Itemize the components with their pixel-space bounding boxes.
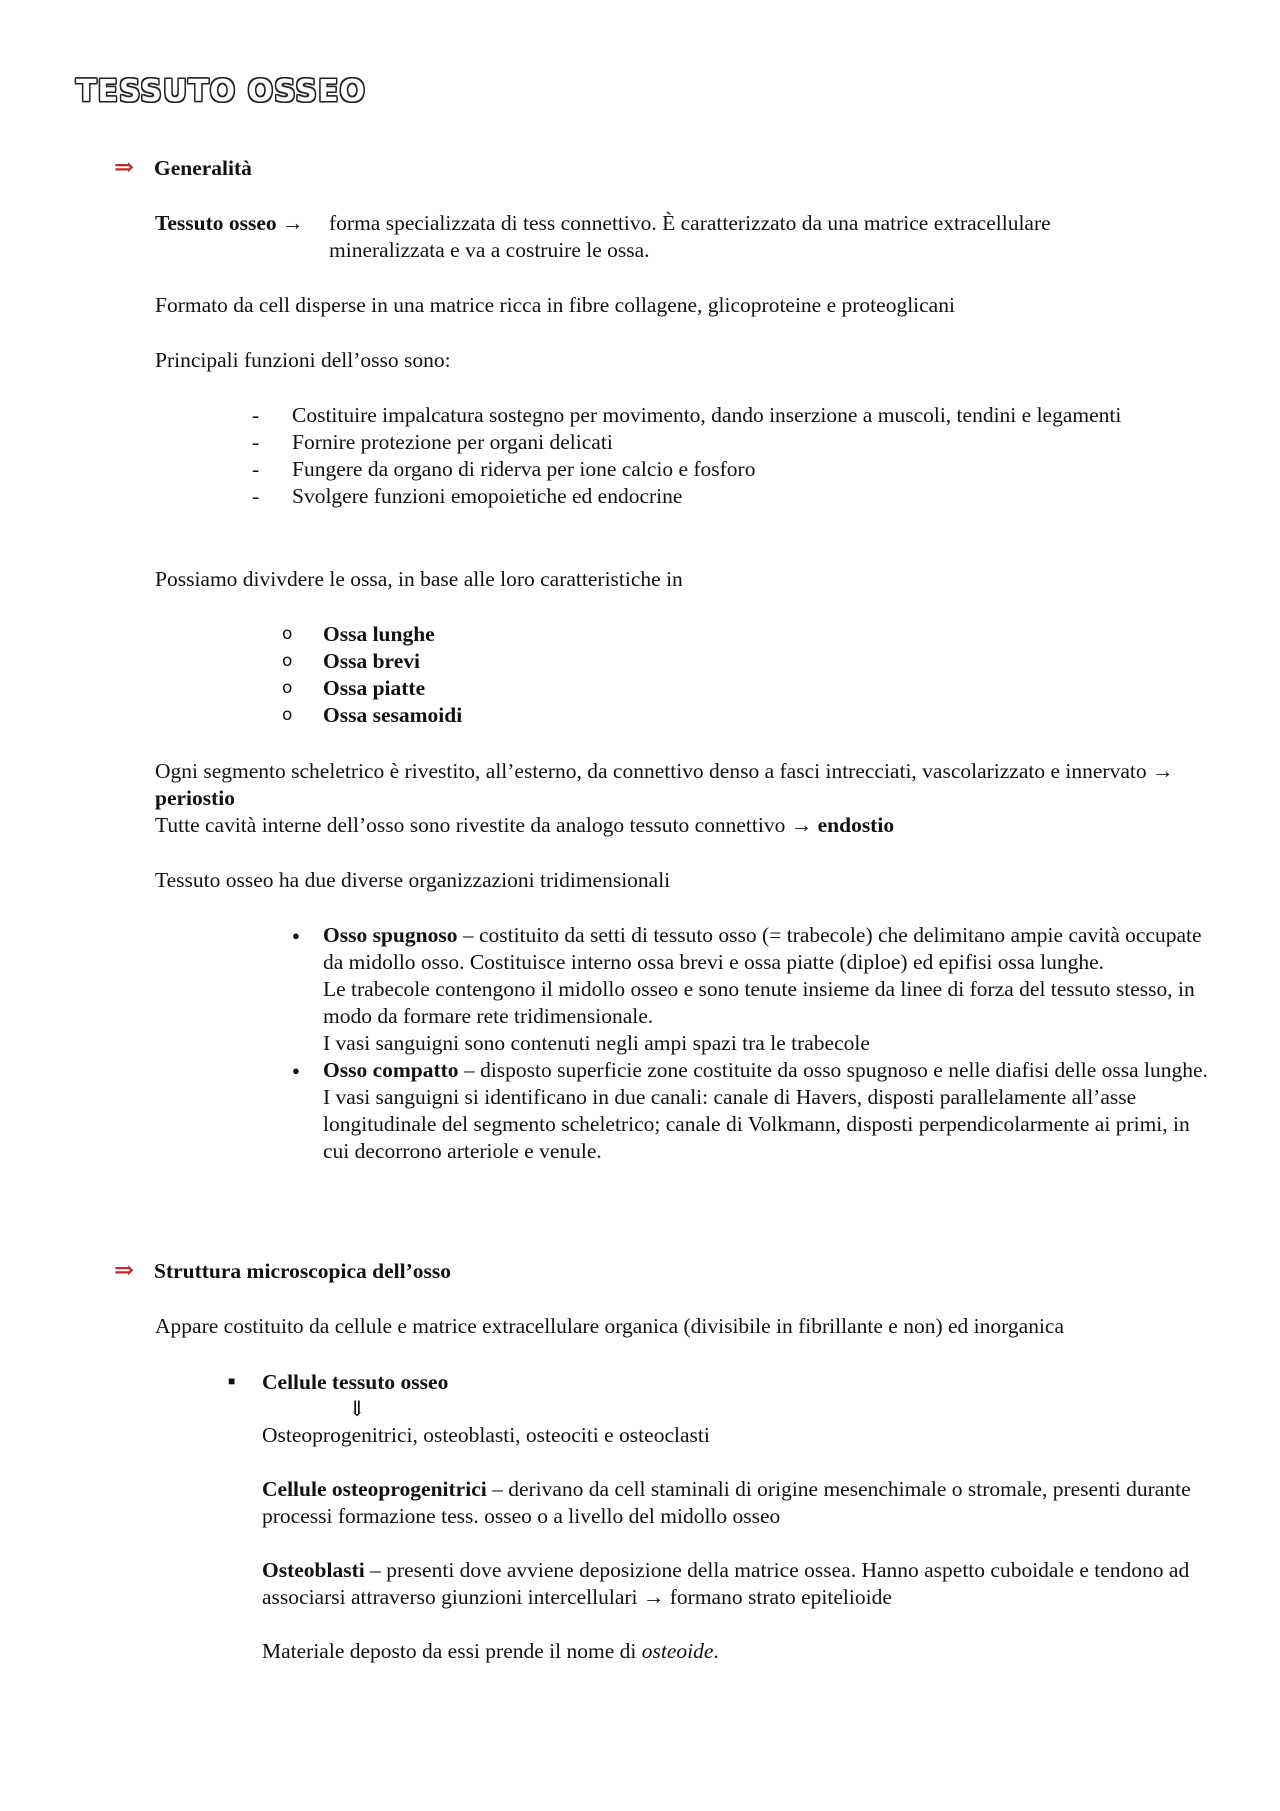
cell-list	[228, 1369, 1222, 1665]
dash-marker: -	[252, 457, 260, 481]
right-arrow-icon: →	[1151, 759, 1174, 783]
list-item: - Fornire protezione per organi delicati	[252, 430, 613, 454]
down-double-arrow-icon: ⇓	[348, 1397, 367, 1421]
right-arrow-icon: →	[282, 211, 304, 235]
list-item: o Ossa sesamoidi	[282, 703, 463, 727]
section-heading-generalita	[114, 155, 252, 182]
osteoide-paragraph: Materiale deposto da essi prende il nome di osteoide.	[262, 1639, 719, 1663]
dash-marker: -	[252, 430, 260, 454]
list-item: o Ossa piatte	[282, 676, 426, 700]
paragraph-organizzazioni: Tessuto osseo ha due diverse organizzazioni tridimensionali	[155, 868, 671, 892]
circle-marker: o	[282, 651, 293, 671]
paragraph-appare: Appare costituito da cellule e matrice extracellulare organica (divisibile in fibrillante e non) ed inorganica	[155, 1314, 1065, 1338]
list-item: - Fungere da organo di riderva per ione calcio e fosforo	[252, 457, 756, 481]
circle-marker: o	[282, 678, 293, 698]
osteoprogenitrici-paragraph: Cellule osteoprogenitrici – derivano da cell staminali di origine mesenchimale o stromale, presenti durante processi formazione tess. osseo o a livello del midollo osseo	[262, 1477, 1191, 1528]
list-item: ■ Cellule tessuto osseo ⇓ Osteoprogenitrici, osteoblasti, osteociti e osteoclasti Cellule osteoprogenitrici – derivano da cell staminali di origine mesenchimale o stromale, presenti durante processi formazione tess. osseo o a livello del midollo osseo Osteoblasti – presenti dove avviene deposizione della matrice ossea. Hanno aspetto cuboidale e tendono ad associarsi attraverso giunzioni intercellulari → formano strato epitelioide Materiale deposto da essi prende il nome di osteoide.	[262, 1369, 1222, 1665]
functions-list	[252, 402, 1172, 510]
bone-organization-list	[292, 922, 1213, 1165]
section-heading-text: Struttura microscopica dell’osso	[154, 1259, 451, 1283]
circle-marker: o	[282, 624, 293, 644]
right-arrow-icon: →	[642, 1585, 665, 1609]
dash-marker: -	[252, 403, 260, 427]
paragraph-endostio: Tutte cavità interne dell’osso sono rivestite da analogo tessuto connettivo → endostio	[155, 813, 895, 837]
disc-marker: ●	[292, 1063, 300, 1078]
dash-marker: -	[252, 484, 260, 508]
list-item: - Costituire impalcatura sostegno per movimento, dando inserzione a muscoli, tendini e legamenti	[252, 403, 1122, 427]
double-right-arrow-icon: ⇒	[114, 155, 135, 181]
list-item: ● Osso spugnoso – costituito da setti di tessuto osso (= trabecole) che delimitano ampie cavità occupate da midollo osso. Costituisce interno ossa brevi e ossa piatte (diploe) ed epifisi ossa lunghe. Le trabecole contengono il midollo osseo e sono tenute insieme da linee di forza del tessuto stesso, in modo da formare rete tridimensionale. I vasi sanguigni sono contenuti negli ampi spazi tra le trabecole	[292, 923, 1202, 1055]
paragraph-formato: Formato da cell disperse in una matrice ricca in fibre collagene, glicoproteine e proteoglicani	[155, 293, 955, 317]
double-right-arrow-icon: ⇒	[114, 1258, 135, 1284]
section-heading-struttura	[114, 1258, 451, 1285]
osteoblasti-paragraph: Osteoblasti – presenti dove avviene deposizione della matrice ossea. Hanno aspetto cuboidale e tendono ad associarsi attraverso giunzioni intercellulari → formano strato epitelioide	[262, 1558, 1190, 1609]
list-item: - Svolgere funzioni emopoietiche ed endocrine	[252, 484, 683, 508]
list-item: ● Osso compatto – disposto superficie zone costituite da osso spugnoso e nelle diafisi delle ossa lunghe. I vasi sanguigni si identificano in due canali: canale di Havers, disposti parallelamente all’asse longitudinale del segmento scheletrico; canale di Volkmann, disposti perpendicolarmente ai primi, in cui decorrono arteriole e venule.	[292, 1058, 1208, 1163]
bone-types-list	[282, 621, 463, 729]
document-title: TESSUTO OSSEO	[76, 74, 366, 109]
list-item: o Ossa brevi	[282, 649, 420, 673]
right-arrow-icon: →	[790, 813, 813, 837]
paragraph-dividere: Possiamo divivdere le ossa, in base alle loro caratteristiche in	[155, 567, 683, 591]
paragraph-periostio: Ogni segmento scheletrico è rivestito, all’esterno, da connettivo denso a fasci intrecciati, vascolarizzato e innervato → periostio	[155, 759, 1174, 810]
definition-text: forma specializzata di tess connettivo. È caratterizzato da una matrice extracellulare mineralizzata e va a costruire le ossa.	[329, 211, 1051, 262]
circle-marker: o	[282, 705, 293, 725]
paragraph-funzioni: Principali funzioni dell’osso sono:	[155, 348, 451, 372]
disc-marker: ●	[292, 928, 300, 943]
definition-term: Tessuto osseo →	[155, 211, 304, 235]
list-item: o Ossa lunghe	[282, 622, 435, 646]
square-marker: ■	[228, 1374, 236, 1388]
section-heading-text: Generalità	[154, 156, 252, 180]
